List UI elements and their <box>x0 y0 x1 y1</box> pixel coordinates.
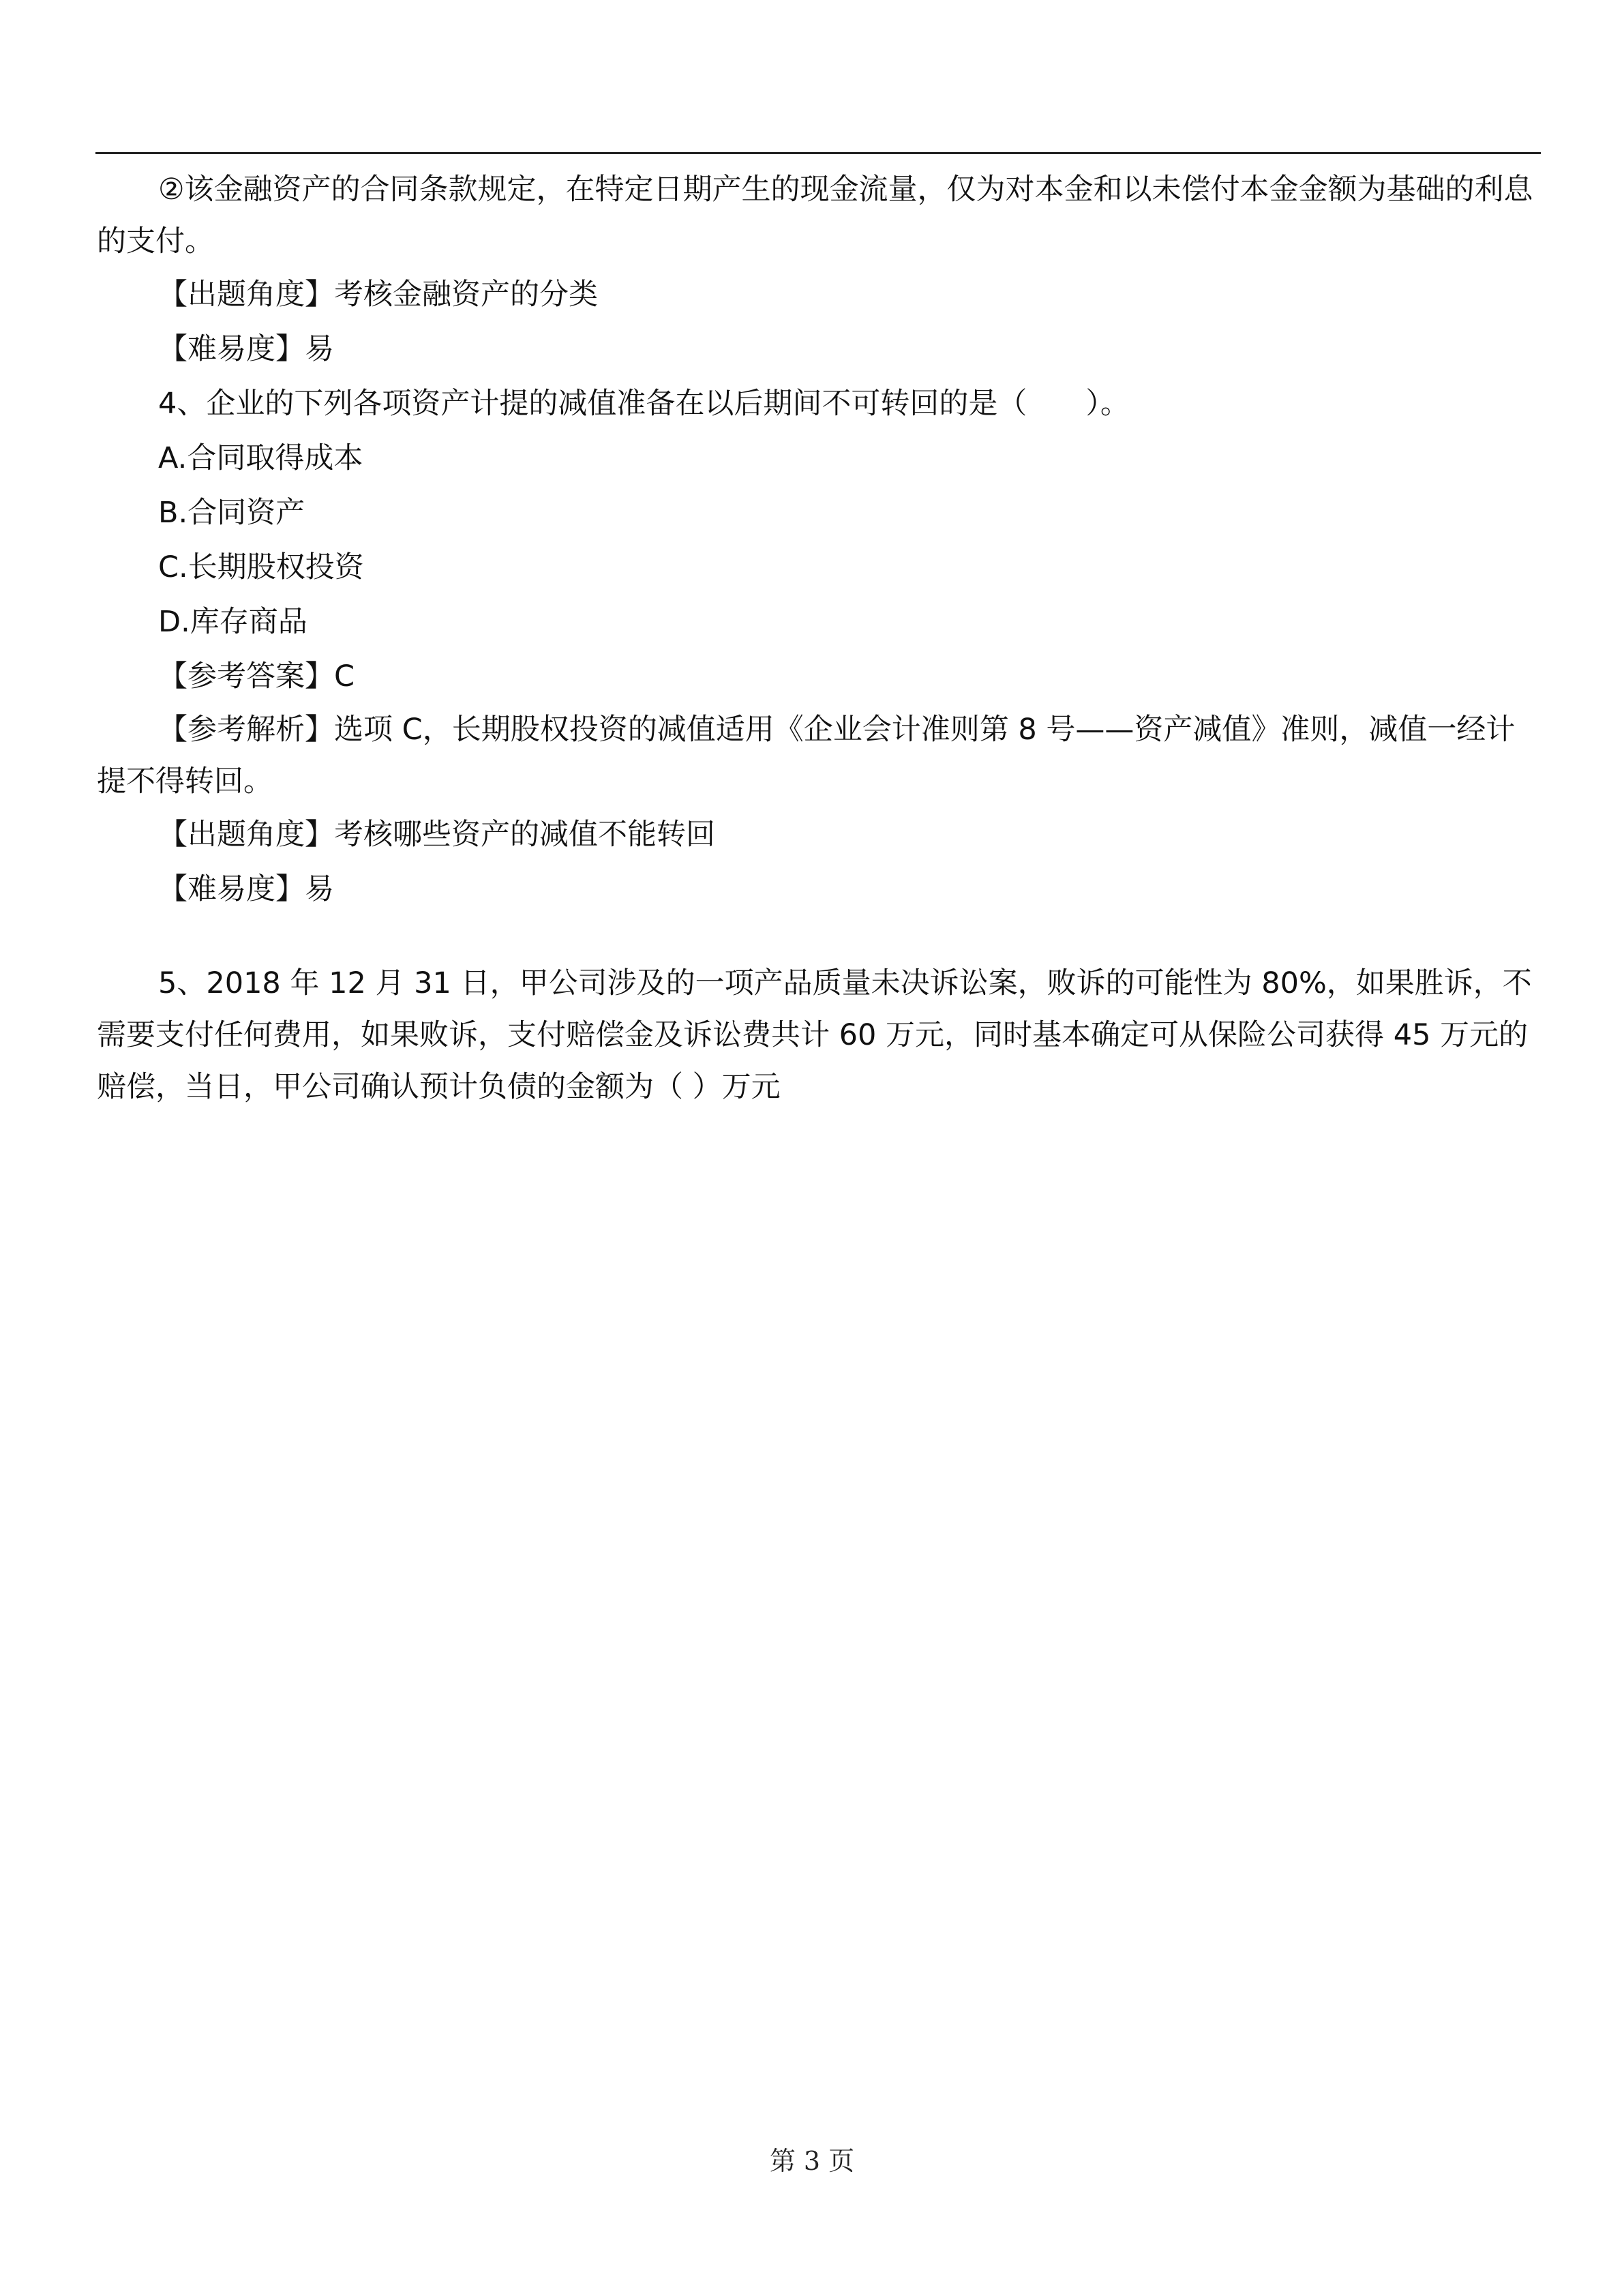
header-rule <box>95 152 1541 154</box>
difficulty-2: 【难易度】易 <box>158 872 334 906</box>
option-c: C.长期股权投资 <box>158 550 364 584</box>
reference-answer: 【参考答案】C <box>158 659 355 694</box>
question-angle: 【出题角度】考核金融资产的分类 <box>158 278 598 312</box>
question-angle-2: 【出题角度】考核哪些资产的减值不能转回 <box>158 818 715 852</box>
question-4: 4、企业的下列各项资产计提的减值准备在以后期间不可转回的是（ ）。 <box>158 387 1130 421</box>
page-number: 第 3 页 <box>769 2146 855 2176</box>
paragraph-cashflow-condition: ②该金融资产的合同条款规定，在特定日期产生的现金流量，仅为对本金和以未偿付本金金额为基础的利息的支付。 <box>97 173 1533 258</box>
difficulty: 【难易度】易 <box>158 332 334 366</box>
option-d: D.库存商品 <box>158 605 307 639</box>
question-5: 5、2018 年 12 月 31 日，甲公司涉及的一项产品质量未决诉讼案，败诉的可能性为 80%，如果胜诉，不需要支付任何费用，如果败诉，支付赔偿金及诉讼费共计 60 万元，同时基本确定可从保险公司获得 45 万元的赔偿，当日，甲公司确认预计负债的金额为（ ）万元 <box>97 966 1532 1104</box>
reference-explanation: 【参考解析】选项 C，长期股权投资的减值适用《企业会计准则第 8 号——资产减值》准则，减值一经计提不得转回。 <box>97 713 1516 799</box>
document-body <box>97 164 1541 1113</box>
option-b: B.合同资产 <box>158 496 305 530</box>
option-a: A.合同取得成本 <box>158 441 363 475</box>
spacer <box>97 916 1541 957</box>
